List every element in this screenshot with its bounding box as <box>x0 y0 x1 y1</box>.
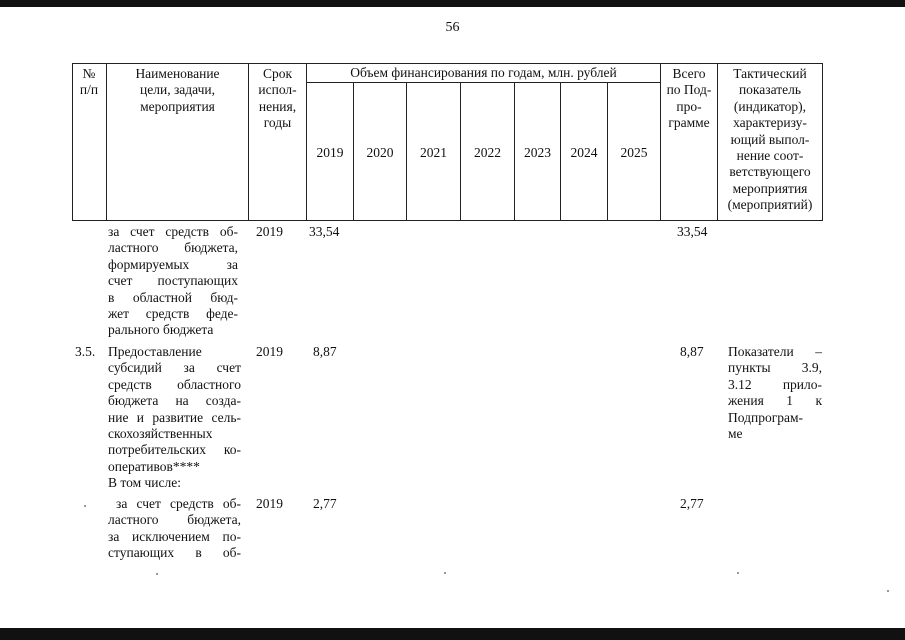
row-3-year: 2019 <box>256 496 283 511</box>
row-2-num: 3.5. <box>75 344 96 359</box>
row-2-total: 8,87 <box>680 344 704 359</box>
header-total: Всего по Под- про- грамме <box>666 66 712 131</box>
header-indicator: Тактический показатель (индикатор), характеризу- ющий выпол- нение соот- ветствующего мероприятия (мероприятий) <box>727 66 813 213</box>
header-year-2024: 2024 <box>570 145 598 160</box>
header-table <box>72 63 823 221</box>
header-year-2020: 2020 <box>366 145 394 160</box>
row-3-total: 2,77 <box>680 496 704 511</box>
header-funding: Объем финансирования по годам, млн. рублей <box>350 65 617 80</box>
header-year-2023: 2023 <box>524 145 551 160</box>
row-2-year: 2019 <box>256 344 283 359</box>
scan-speck <box>887 590 889 592</box>
header-year-2022: 2022 <box>474 145 501 160</box>
top-border <box>0 0 905 7</box>
row-1-year: 2019 <box>256 224 283 239</box>
header-year-2025: 2025 <box>620 145 648 160</box>
row-1-total: 33,54 <box>677 224 708 239</box>
scan-speck <box>444 572 446 574</box>
row-1-value-2019: 33,54 <box>309 224 340 239</box>
row-2-indicator: Показатели – пункты 3.9, 3.12 прило- жения 1 к Подпрограм- ме <box>728 344 822 442</box>
header-term: Срок испол- нения, годы <box>258 66 297 131</box>
row-3-value-2019: 2,77 <box>313 496 337 511</box>
page-number: 56 <box>445 20 460 35</box>
row-2-name: Предоставление субсидий за счет средств областного бюджета на созда- ние и развитие сель- скохозяйственных потребительских ко- оперативов**** В том числе: <box>108 344 241 491</box>
scan-speck <box>156 573 158 575</box>
row-2-value-2019: 8,87 <box>313 344 337 359</box>
header-num: № п/п <box>79 66 99 98</box>
header-year-2021: 2021 <box>420 145 447 160</box>
row-3-name: за счет средств об- ластного бюджета, за исключением по- ступающих в об- <box>108 496 241 561</box>
header-year-2019: 2019 <box>316 145 344 160</box>
header-name: Наименование цели, задачи, мероприятия <box>135 66 220 114</box>
scan-speck <box>84 505 86 507</box>
scan-speck <box>737 572 739 574</box>
bottom-border <box>0 628 905 640</box>
row-1-name: за счет средств об- ластного бюджета, формируемых за счет поступающих в областной бюд- жет средств феде- рального бюджета <box>108 224 238 338</box>
